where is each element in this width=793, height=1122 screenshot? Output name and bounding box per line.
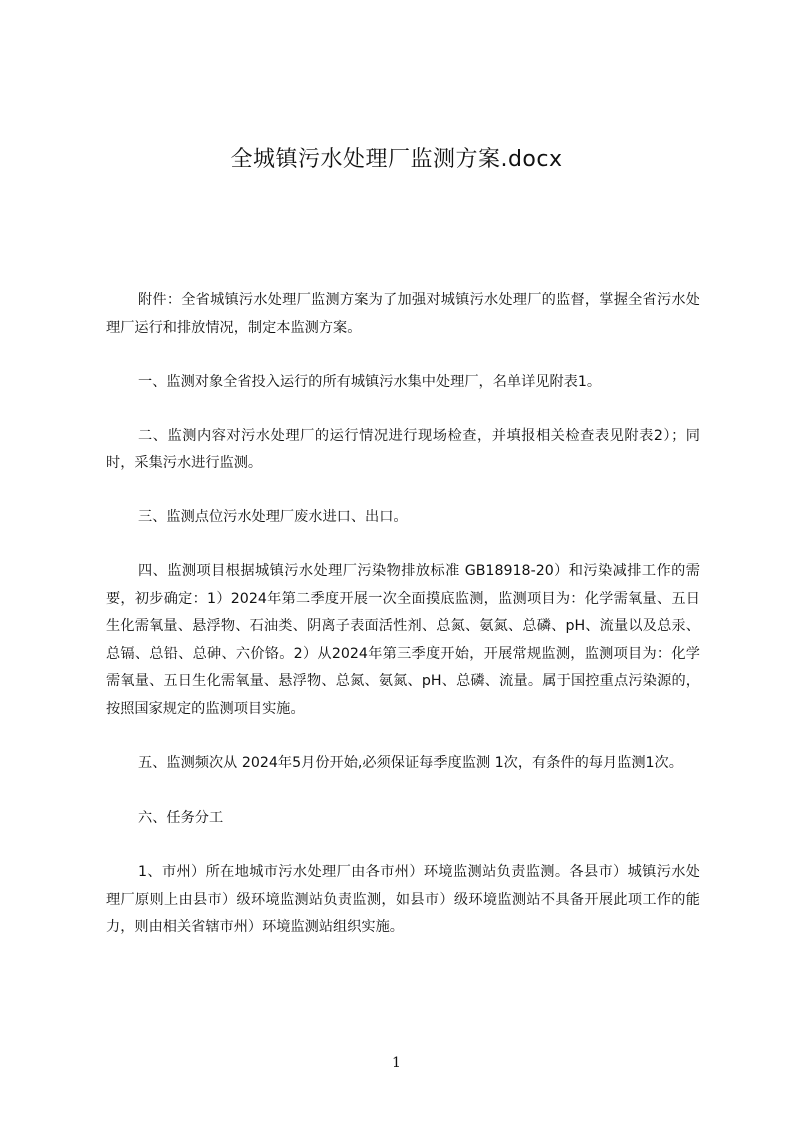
- paragraph-task-division-detail: 1、市州）所在地城市污水处理厂由各市州）环境监测站负责监测。各县市）城镇污水处理厂原则上由县市）级环境监测站负责监测，如县市）级环境监测站不具备开展此项工作的能力，则由相关省辖市州）环境监测站组织实施。: [106, 864, 700, 935]
- paragraph-monitoring-frequency: 五、监测频次从 2024年5月份开始,必须保证每季度监测 1次，有条件的每月监测1次。: [138, 755, 683, 771]
- paragraph-monitoring-content: 二、监测内容对污水处理厂的运行情况进行现场检查，并填报相关检查表见附表2）；同时，采集污水进行监测。: [106, 427, 700, 471]
- document-body: [106, 287, 700, 969]
- page-number: 1: [392, 1055, 401, 1071]
- paragraph-attachment-intro: 附件：全省城镇污水处理厂监测方案为了加强对城镇污水处理厂的监督，掌握全省污水处理厂运行和排放情况，制定本监测方案。: [106, 292, 700, 336]
- document-title: 全城镇污水处理厂监测方案.docx: [230, 147, 563, 172]
- paragraph-monitoring-items: 四、监测项目根据城镇污水处理厂污染物排放标准 GB18918-20）和污染减排工作的需要，初步确定：1）2024年第二季度开展一次全面摸底监测，监测项目为：化学需氧量、五日生化需氧量、悬浮物、石油类、阴离子表面活性剂、总氮、氨氮、总磷、pH、流量以及总汞、总镉、总铅、总砷、六价铬。2）从2024年第三季度开始，开展常规监测，监测项目为：化学需氧量、五日生化需氧量、悬浮物、总氮、氨氮、pH、总磷、流量。属于国控重点污染源的，按照国家规定的监测项目实施。: [106, 563, 700, 717]
- paragraph-monitoring-points: 三、监测点位污水处理厂废水进口、出口。: [138, 508, 408, 525]
- paragraph-monitoring-objects: 一、监测对象全省投入运行的所有城镇污水集中处理厂，名单详见附表1。: [138, 374, 602, 390]
- paragraph-task-division-heading: 六、任务分工: [138, 809, 224, 826]
